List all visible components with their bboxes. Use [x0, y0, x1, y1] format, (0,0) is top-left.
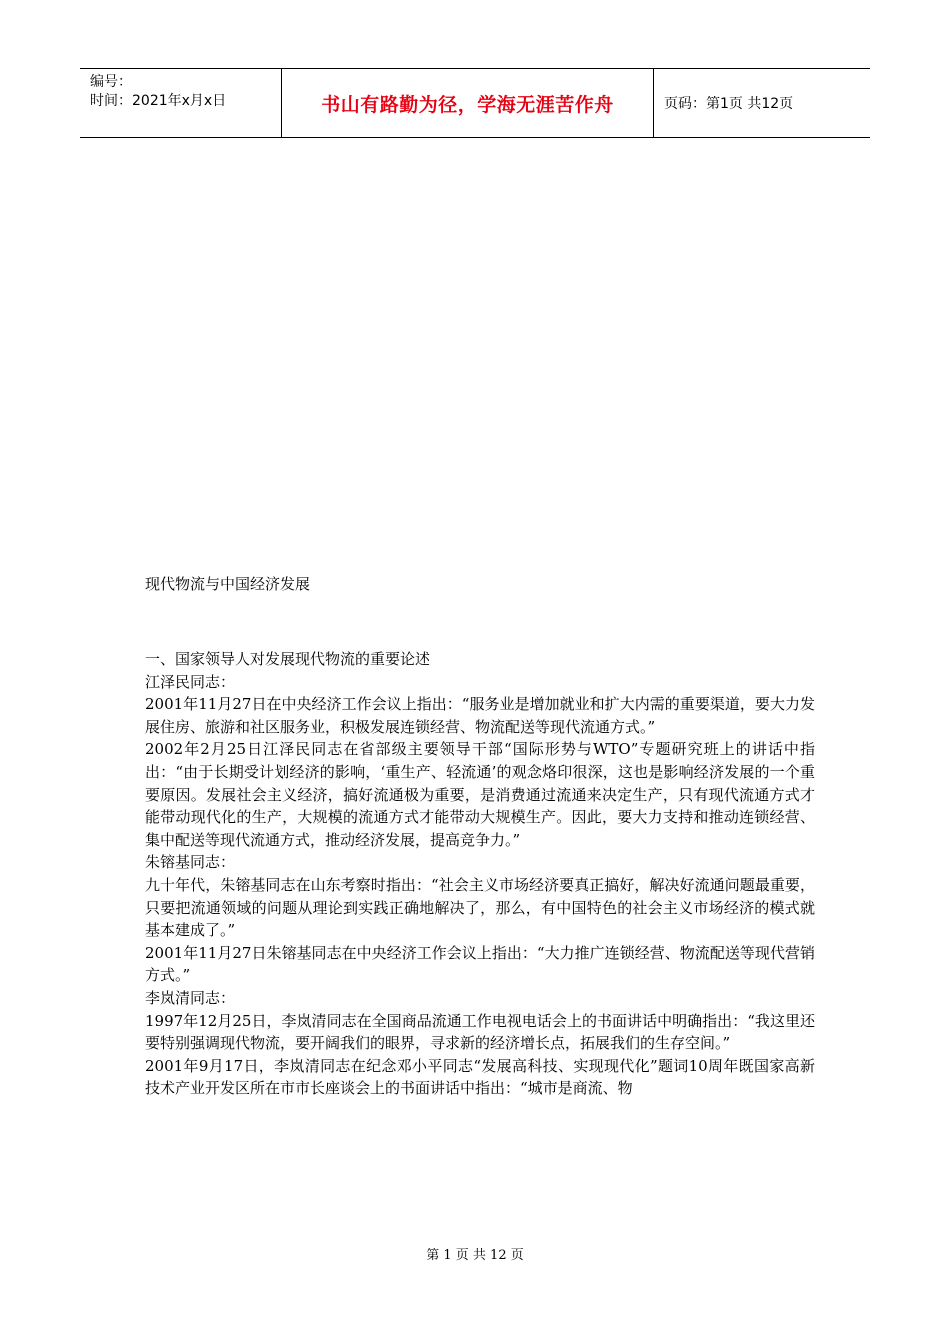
- page-footer: 第 1 页 共 12 页: [426, 1248, 524, 1263]
- header-slogan-cell: [282, 69, 654, 137]
- document-title: 现代物流与中国经济发展: [145, 575, 311, 593]
- document-time-label: 时间：2021年x月x日: [90, 93, 227, 109]
- document-body: [145, 648, 815, 1100]
- speaker-label: 李岚清同志：: [145, 988, 236, 1007]
- speaker-label: 江泽民同志：: [145, 672, 236, 691]
- document-number-label: 编号：: [90, 74, 132, 90]
- header-page-info: 页码：第1页 共12页: [664, 96, 794, 112]
- header-meta: [80, 69, 282, 137]
- body-paragraph: 2001年9月17日，李岚清同志在纪念邓小平同志“发展高科技、实现现代化”题词10周年既国家高新技术产业开发区所在市市长座谈会上的书面讲话中指出：“城市是商流、物: [145, 1056, 815, 1098]
- body-paragraph: 1997年12月25日，李岚清同志在全国商品流通工作电视电话会上的书面讲话中明确指出：“我这里还要特别强调现代物流，要开阔我们的眼界，寻求新的经济增长点，拓展我们的生存空间。”: [145, 1011, 815, 1053]
- speaker-label: 朱镕基同志：: [145, 853, 236, 872]
- header-slogan: 书山有路勤为径，学海无涯苦作舟: [321, 93, 614, 116]
- section-heading: 一、国家领导人对发展现代物流的重要论述: [145, 650, 431, 668]
- body-paragraph: 2002年2月25日江泽民同志在省部级主要领导干部“国际形势与WTO”专题研究班上的讲话中指出：“由于长期受计划经济的影响，‘重生产、轻流通’的观念烙印很深，这也是影响经济发展的一个重要原因。发展社会主义经济，搞好流通极为重要，是消费通过流通来决定生产，只有现代流通方式才能带动现代化的生产，大规模的流通方式才能带动大规模生产。因此，要大力支持和推动连锁经营、集中配送等现代流通方式，推动经济发展，提高竞争力。”: [145, 740, 815, 849]
- body-paragraph: 2001年11月27日在中央经济工作会议上指出：“服务业是增加就业和扩大内需的重要渠道，要大力发展住房、旅游和社区服务业，积极发展连锁经营、物流配送等现代流通方式。”: [145, 695, 815, 736]
- body-paragraph: 2001年11月27日朱镕基同志在中央经济工作会议上指出：“大力推广连锁经营、物流配送等现代营销方式。”: [145, 943, 815, 985]
- page-header: [80, 68, 870, 138]
- body-paragraph: 九十年代，朱镕基同志在山东考察时指出：“社会主义市场经济要真正搞好，解决好流通问题最重要，只要把流通领域的问题从理论到实践正确地解决了，那么，有中国特色的社会主义市场经济的模式就基本建成了。”: [145, 875, 815, 940]
